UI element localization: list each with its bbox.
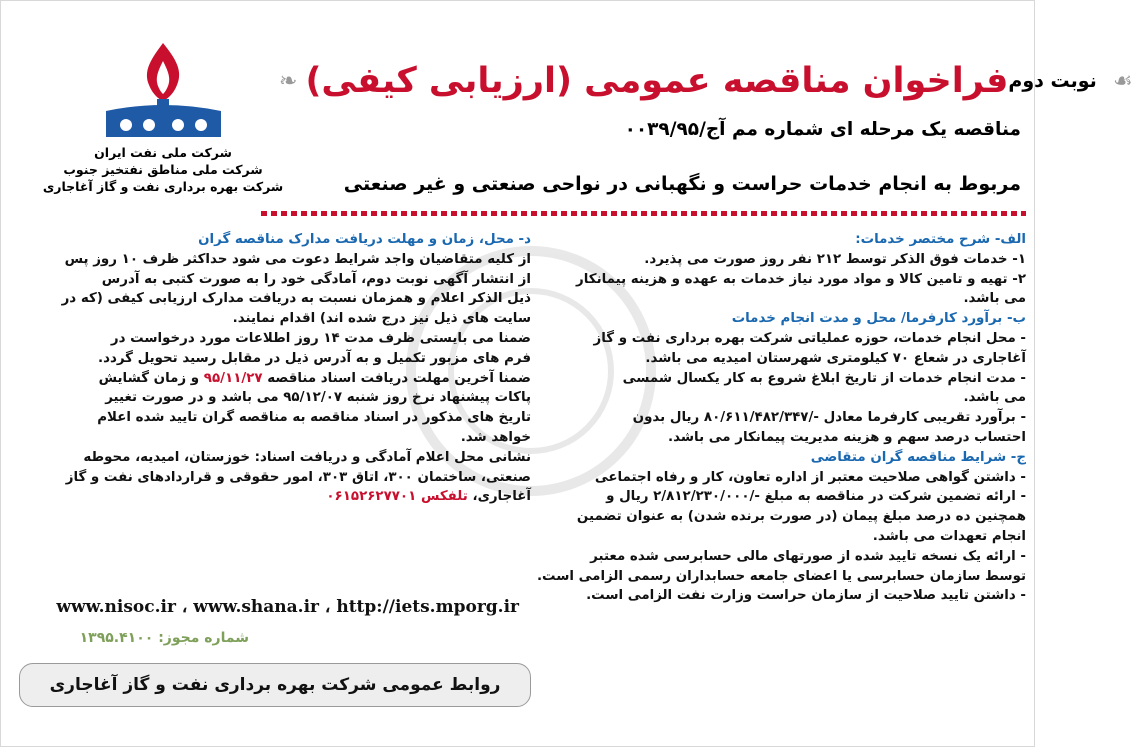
public-relations-footer: روابط عمومی شرکت بهره برداری نفت و گاز آغاجاری	[19, 663, 531, 707]
section-c-line: - ارائه تضمین شرکت در مناقصه به مبلغ -/۲/۸۱۲/۲۳۰/۰۰۰ ریال و	[606, 489, 1026, 505]
divider	[261, 211, 1026, 216]
permit-label: شماره مجوز:	[158, 630, 249, 646]
swirl-ornament-icon: ❧	[279, 68, 298, 94]
permit-number	[19, 630, 249, 646]
address-line: نشانی محل اعلام آمادگی و دریافت اسناد: خوزستان، امیدیه، محوطه	[83, 449, 531, 465]
section-d-heading: د- محل، زمان و مهلت دریافت مدارک مناقصه گران	[198, 232, 531, 247]
title-row	[271, 56, 1133, 106]
section-b-line: احتساب درصد سهم و هزینه مدیریت پیمانکار می باشد.	[668, 429, 1026, 445]
section-b-line: آغاجاری در شعاع ۷۰ کیلومتری شهرستان امیدیه می باشد.	[645, 350, 1026, 366]
section-d-line: ذیل الذکر اعلام و همزمان نسبت به دریافت مدارک ارزیابی کیفی (که در	[61, 291, 531, 307]
section-c-line: - داشتن گواهی صلاحیت معتبر از اداره تعاون، کار و رفاه اجتماعی	[594, 469, 1026, 485]
websites: www.nisoc.ir ، www.shana.ir ، http://iets.mporg.ir	[56, 597, 519, 617]
swirl-ornament-icon: ☙	[1112, 68, 1133, 94]
section-b-line: - محل انجام خدمات، حوزه عملیاتی شرکت بهره برداری نفت و گاز	[593, 330, 1026, 346]
telefax-number: ۰۶۱۵۲۶۲۷۷۰۱	[326, 489, 417, 505]
section-c-line: - داشتن تایید صلاحیت از سازمان حراست وزارت نفت الزامی است.	[586, 588, 1026, 604]
deadline-date: ۹۵/۱۱/۲۷	[203, 370, 263, 386]
section-d-deadline-line	[19, 369, 531, 389]
permit-value: ۱۳۹۵.۴۱۰۰	[79, 630, 154, 646]
section-d-line: از کلیه متقاضیان واجد شرایط دعوت می شود حداکثر ظرف ۱۰ روز پس	[64, 251, 531, 267]
section-a-line: ۲- تهیه و تامین کالا و مواد مورد نیاز خدمات به عهده و هزینه پیمانکار	[576, 271, 1026, 287]
company-names	[13, 144, 313, 195]
telefax-label: تلفکس	[420, 489, 468, 505]
section-c-line: همچنین ده درصد مبلغ پیمان (در صورت برنده شدن) به عنوان تضمین	[576, 509, 1026, 525]
section-d-line: فرم های مزبور تکمیل و به آدرس ذیل در مقابل رسید تحویل گردد.	[98, 350, 531, 366]
main-title: فراخوان مناقصه عمومی (ارزیابی کیفی)	[305, 61, 1009, 101]
section-d-line: پاکات پیشنهاد نرخ روز شنبه ۹۵/۱۲/۰۷ می باشد و در صورت تغییر	[105, 390, 531, 406]
deadline-suffix: و زمان گشایش	[98, 370, 200, 386]
telefax-line	[19, 487, 531, 507]
section-d-line: سایت های ذیل نیز درج شده اند) اقدام نمایند.	[232, 311, 531, 327]
section-c-line: - ارائه یک نسخه تایید شده از صورتهای مالی حسابرسی شده معتبر	[590, 548, 1026, 564]
section-a-line: ۱- خدمات فوق الذکر توسط ۲۱۲ نفر روز صورت می پذیرد.	[644, 251, 1026, 267]
company-line: شرکت ملی نفت ایران	[94, 145, 232, 160]
section-b-line: - برآورد تقریبی کارفرما معادل -/۸۰/۶۱۱/۴۸۲/۳۴۷ ریال بدون	[632, 410, 1026, 426]
tender-number: مناقصه یک مرحله ای شماره مم آج/۰۰۳۹/۹۵	[624, 119, 1021, 140]
section-d-line: تاریخ های مذکور در اسناد مناقصه به مناقصه گران تایید شده اعلام	[97, 410, 531, 426]
section-a-heading: الف- شرح مختصر خدمات:	[855, 232, 1026, 247]
company-line: شرکت بهره برداری نفت و گاز آغاجاری	[42, 179, 284, 194]
section-a-line: می باشد.	[963, 291, 1026, 307]
section-c-line: انجام تعهدات می باشد.	[872, 528, 1026, 544]
section-d-line: از انتشار آگهی نوبت دوم، آمادگی خود را به صورت کتبی به آدرس	[101, 271, 531, 287]
right-column	[536, 230, 1026, 606]
section-b-heading: ب- برآورد کارفرما/ محل و مدت انجام خدمات	[731, 311, 1026, 327]
deadline-prefix: ضمنا آخرین مهلت دریافت اسناد مناقصه	[267, 370, 531, 386]
section-b-line: می باشد.	[963, 390, 1026, 406]
section-c-line: توسط سازمان حسابرسی یا اعضای جامعه حسابداران رسمی الزامی است.	[536, 568, 1026, 584]
round-label: نوبت دوم	[1008, 70, 1097, 92]
address-end: آغاجاری،	[472, 489, 531, 505]
left-column	[19, 230, 531, 507]
address-line: صنعتی، ساختمان ۳۰۰، اتاق ۳۰۳، امور حقوقی و قراردادهای نفت و گاز	[65, 469, 531, 485]
section-d-line: ضمنا می بایستی ظرف مدت ۱۴ روز اطلاعات مورد درخواست در	[110, 330, 531, 346]
tender-subject: مربوط به انجام خدمات حراست و نگهبانی در نواحی صنعتی و غیر صنعتی	[343, 173, 1021, 195]
nioc-logo	[101, 41, 226, 141]
section-c-heading: ج- شرایط مناقصه گران متقاضی	[810, 449, 1026, 465]
section-d-line: خواهد شد.	[460, 429, 531, 445]
company-line: شرکت ملی مناطق نفتخیز جنوب	[63, 162, 263, 177]
section-b-line: - مدت انجام خدمات از تاریخ ابلاغ شروع به کار یکسال شمسی	[622, 370, 1026, 386]
